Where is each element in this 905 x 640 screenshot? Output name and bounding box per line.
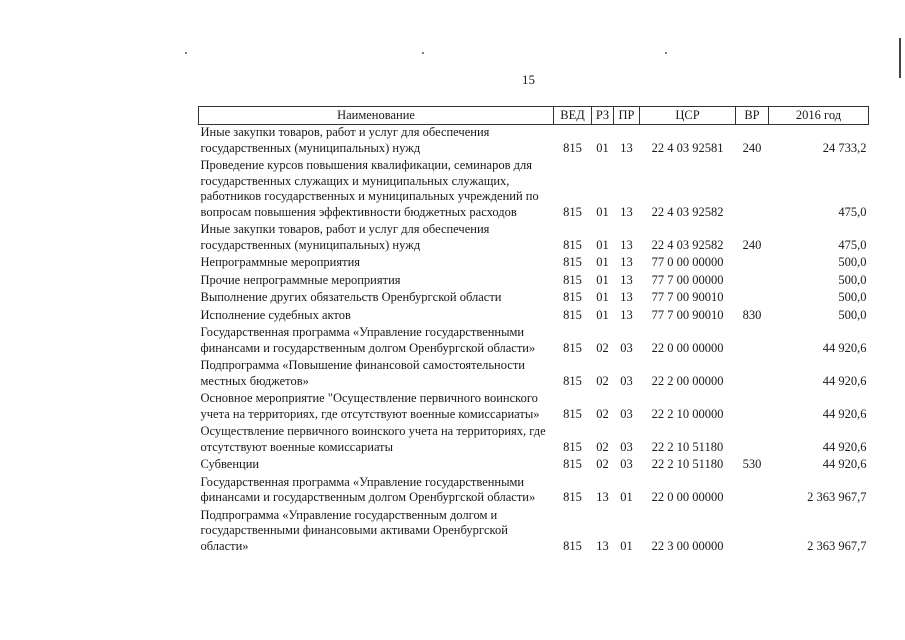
cell-vr (736, 508, 769, 557)
cell-name: Государственная программа «Управление государственными финансами и государственным долгом Оренбургской области» (200, 474, 536, 504)
cell-csr: 22 0 00 00000 (651, 340, 724, 355)
cell-name: Подпрограмма «Повышение финансовой самостоятельности местных бюджетов» (200, 358, 525, 388)
scan-speck (665, 52, 667, 54)
scan-speck (185, 52, 187, 54)
table-row (199, 325, 869, 358)
header-ved: ВЕД (554, 107, 592, 125)
cell-vr: 830 (742, 307, 762, 322)
cell-ved: 815 (563, 490, 582, 504)
cell-amount: 44 920,6 (822, 406, 867, 421)
cell-rz: 13 (596, 538, 609, 553)
cell-amount: 500,0 (838, 307, 867, 322)
cell-rz: 02 (596, 373, 609, 388)
cell-name: Исполнение судебных актов (200, 307, 351, 322)
cell-csr: 22 2 10 51180 (651, 439, 724, 454)
cell-pr: 13 (620, 307, 633, 322)
cell-csr: 22 2 00 00000 (651, 373, 724, 388)
cell-vr (736, 325, 769, 358)
scan-edge-mark (899, 38, 901, 78)
cell-rz: 01 (596, 307, 609, 322)
cell-ved: 815 (563, 307, 582, 322)
table-row (199, 424, 869, 457)
page-number: 15 (522, 72, 535, 87)
cell-ved: 815 (563, 237, 582, 252)
cell-amount: 475,0 (838, 237, 867, 252)
cell-pr: 13 (620, 290, 633, 304)
cell-csr: 22 4 03 92581 (651, 140, 724, 155)
cell-name: Непрограммные мероприятия (200, 255, 361, 269)
cell-name: Осуществление первичного воинского учета на территориях, где отсутствуют военные комиссариаты (200, 424, 546, 454)
table-row (199, 290, 869, 308)
cell-pr: 13 (620, 140, 633, 155)
table-row (199, 273, 869, 291)
cell-vr: 240 (742, 140, 762, 155)
cell-name: Основное мероприятие "Осуществление первичного воинского учета на территориях, где отсутствуют военные комиссариаты» (200, 391, 540, 421)
cell-vr (736, 424, 769, 457)
cell-amount: 44 920,6 (822, 457, 867, 471)
cell-ved: 815 (563, 255, 582, 269)
cell-name: Проведение курсов повышения квалификации, семинаров для государственных служащих и муниципальных служащих, работников государственных и муниципальных учреждений по вопросам повышения эффективности бюджетных расходов (200, 158, 539, 219)
cell-pr: 03 (620, 406, 633, 421)
cell-vr (736, 290, 769, 308)
cell-rz: 13 (596, 490, 609, 504)
cell-amount: 44 920,6 (822, 340, 867, 355)
cell-amount: 2 363 967,7 (807, 490, 867, 504)
cell-rz: 01 (596, 237, 609, 252)
cell-name: Выполнение других обязательств Оренбургской области (200, 290, 502, 304)
cell-amount: 44 920,6 (822, 439, 867, 454)
cell-ved: 815 (563, 538, 582, 553)
cell-vr (736, 475, 769, 508)
cell-vr: 530 (742, 457, 762, 471)
cell-rz: 02 (596, 457, 609, 471)
cell-pr: 13 (620, 272, 633, 287)
cell-vr (736, 358, 769, 391)
cell-amount: 2 363 967,7 (807, 538, 867, 553)
cell-csr: 77 7 00 90010 (651, 290, 724, 304)
table-row (199, 125, 869, 159)
cell-vr (736, 391, 769, 424)
table-row (199, 255, 869, 273)
cell-pr: 13 (620, 204, 633, 219)
cell-pr: 13 (620, 237, 633, 252)
cell-amount: 44 920,6 (822, 373, 867, 388)
header-pr: ПР (614, 107, 640, 125)
cell-name: Субвенции (200, 457, 260, 471)
cell-rz: 02 (596, 439, 609, 454)
cell-csr: 77 0 00 00000 (651, 255, 724, 269)
cell-ved: 815 (563, 340, 582, 355)
table-row (199, 308, 869, 326)
cell-amount: 24 733,2 (822, 140, 867, 155)
cell-ved: 815 (563, 272, 582, 287)
table-row (199, 475, 869, 508)
cell-amount: 500,0 (838, 272, 867, 287)
table-row (199, 158, 869, 222)
cell-rz: 01 (596, 140, 609, 155)
cell-rz: 01 (596, 272, 609, 287)
cell-csr: 22 3 00 00000 (651, 538, 724, 553)
cell-csr: 22 0 00 00000 (651, 490, 724, 504)
cell-pr: 13 (620, 255, 633, 269)
cell-rz: 02 (596, 340, 609, 355)
cell-vr: 240 (742, 237, 762, 252)
table-header-row (199, 107, 869, 125)
cell-csr: 22 4 03 92582 (651, 237, 724, 252)
table-row (199, 358, 869, 391)
cell-pr: 03 (620, 373, 633, 388)
cell-vr (736, 273, 769, 291)
cell-name: Иные закупки товаров, работ и услуг для обеспечения государственных (муниципальных) нужд (200, 222, 490, 252)
cell-rz: 02 (596, 406, 609, 421)
header-amount: 2016 год (769, 107, 869, 125)
cell-vr (736, 158, 769, 222)
cell-ved: 815 (563, 457, 582, 471)
cell-rz: 01 (596, 204, 609, 219)
table-row (199, 457, 869, 475)
cell-pr: 03 (620, 457, 633, 471)
cell-name: Государственная программа «Управление государственными финансами и государственным долгом Оренбургской области» (200, 325, 536, 355)
cell-ved: 815 (563, 140, 582, 155)
scan-speck (422, 52, 424, 54)
table-row (199, 391, 869, 424)
cell-ved: 815 (563, 290, 582, 304)
cell-ved: 815 (563, 204, 582, 219)
cell-pr: 03 (620, 439, 633, 454)
cell-amount: 500,0 (838, 255, 867, 269)
cell-name: Прочие непрограммные мероприятия (200, 272, 401, 287)
cell-csr: 22 4 03 92582 (651, 204, 724, 219)
cell-pr: 01 (620, 538, 633, 553)
cell-ved: 815 (563, 373, 582, 388)
cell-amount: 500,0 (838, 290, 867, 304)
cell-rz: 01 (596, 255, 609, 269)
cell-csr: 77 7 00 90010 (651, 307, 724, 322)
cell-name: Иные закупки товаров, работ и услуг для обеспечения государственных (муниципальных) нужд (200, 125, 490, 155)
cell-amount: 475,0 (838, 204, 867, 219)
cell-vr (736, 255, 769, 273)
header-rz: РЗ (592, 107, 614, 125)
budget-table (198, 106, 869, 556)
cell-name: Подпрограмма «Управление государственным долгом и государственными финансовыми активами Оренбургской области» (200, 507, 508, 553)
header-name: Наименование (199, 107, 554, 125)
cell-ved: 815 (563, 406, 582, 421)
cell-pr: 03 (620, 340, 633, 355)
cell-csr: 77 7 00 00000 (651, 272, 724, 287)
cell-pr: 01 (620, 490, 633, 504)
header-csr: ЦСР (640, 107, 736, 125)
cell-rz: 01 (596, 290, 609, 304)
table-row (199, 222, 869, 255)
table-row (199, 508, 869, 557)
header-vr: ВР (736, 107, 769, 125)
cell-csr: 22 2 10 00000 (651, 406, 724, 421)
cell-ved: 815 (563, 439, 582, 454)
cell-csr: 22 2 10 51180 (651, 457, 724, 471)
